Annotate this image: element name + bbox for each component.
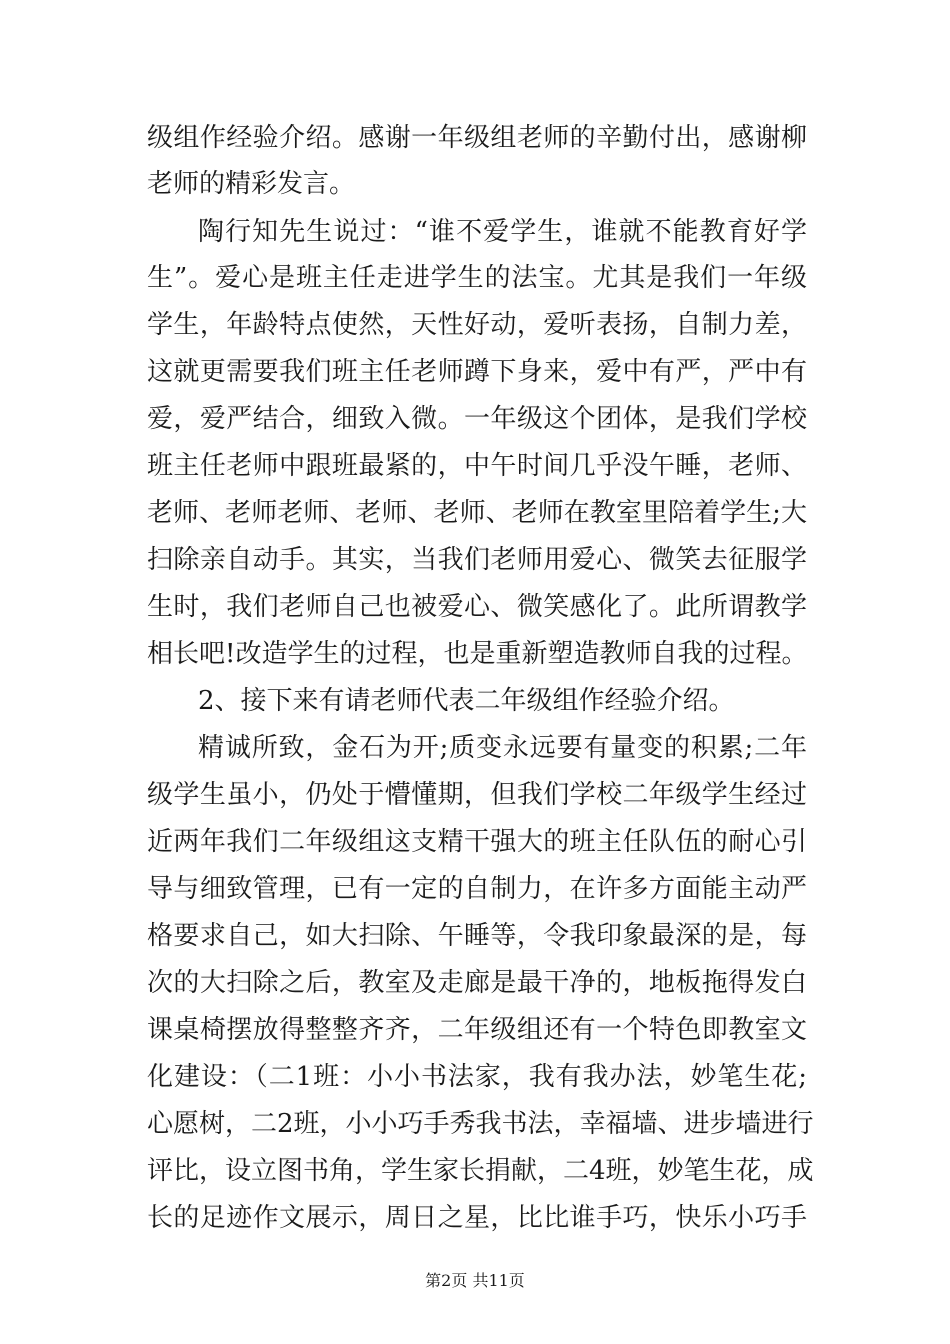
text-line-13: 2、接下来有请老师代表二年级组作经验介绍。	[198, 686, 735, 716]
text-line-21: 化建设：（二1班：小小书法家，我有我办法，妙笔生花;	[147, 1062, 807, 1092]
text-line-16: 近两年我们二年级组这支精干强大的班主任队伍的耐心引	[147, 827, 807, 857]
text-line-18: 格要求自己，如大扫除、午睡等，令我印象最深的是，每	[147, 921, 807, 951]
text-line-6: 这就更需要我们班主任老师蹲下身来，爱中有严，严中有	[147, 357, 807, 387]
text-line-4: 生”。爱心是班主任走进学生的法宝。尤其是我们一年级	[147, 263, 807, 293]
text-line-14: 精诚所致，金石为开;质变永远要有量变的积累;二年	[198, 733, 807, 763]
text-line-23: 评比，设立图书角，学生家长捐献，二4班，妙笔生花，成	[147, 1156, 814, 1186]
page-footer: 第2页 共11页	[425, 1271, 525, 1290]
text-line-24: 长的足迹作文展示，周日之星，比比谁手巧，快乐小巧手	[147, 1203, 807, 1233]
text-line-10: 扫除亲自动手。其实，当我们老师用爱心、微笑去征服学	[147, 545, 807, 575]
text-line-22: 心愿树，二2班，小小巧手秀我书法，幸福墙、进步墙进行	[147, 1109, 814, 1139]
text-line-19: 次的大扫除之后，教室及走廊是最干净的，地板拖得发白	[147, 968, 807, 998]
text-line-12: 相长吧!改造学生的过程，也是重新塑造教师自我的过程。	[147, 639, 808, 669]
text-line-2: 老师的精彩发言。	[147, 169, 356, 199]
text-line-1: 级组作经验介绍。感谢一年级组老师的辛勤付出，感谢柳	[147, 123, 807, 153]
text-line-11: 生时，我们老师自己也被爱心、微笑感化了。此所谓教学	[147, 592, 807, 622]
text-line-8: 班主任老师中跟班最紧的，中午时间几乎没午睡，老师、	[147, 451, 807, 481]
text-line-9: 老师、老师老师、老师、老师、老师在教室里陪着学生;大	[147, 498, 807, 528]
text-line-15: 级学生虽小，仍处于懵懂期，但我们学校二年级学生经过	[147, 780, 807, 810]
text-line-17: 导与细致管理，已有一定的自制力，在许多方面能主动严	[147, 874, 807, 904]
text-line-3: 陶行知先生说过：“谁不爱学生，谁就不能教育好学	[198, 217, 807, 247]
text-line-7: 爱，爱严结合，细致入微。一年级这个团体，是我们学校	[147, 404, 807, 434]
text-line-5: 学生，年龄特点使然，天性好动，爱听表扬，自制力差，	[147, 310, 807, 340]
text-line-20: 课桌椅摆放得整整齐齐，二年级组还有一个特色即教室文	[147, 1015, 807, 1045]
